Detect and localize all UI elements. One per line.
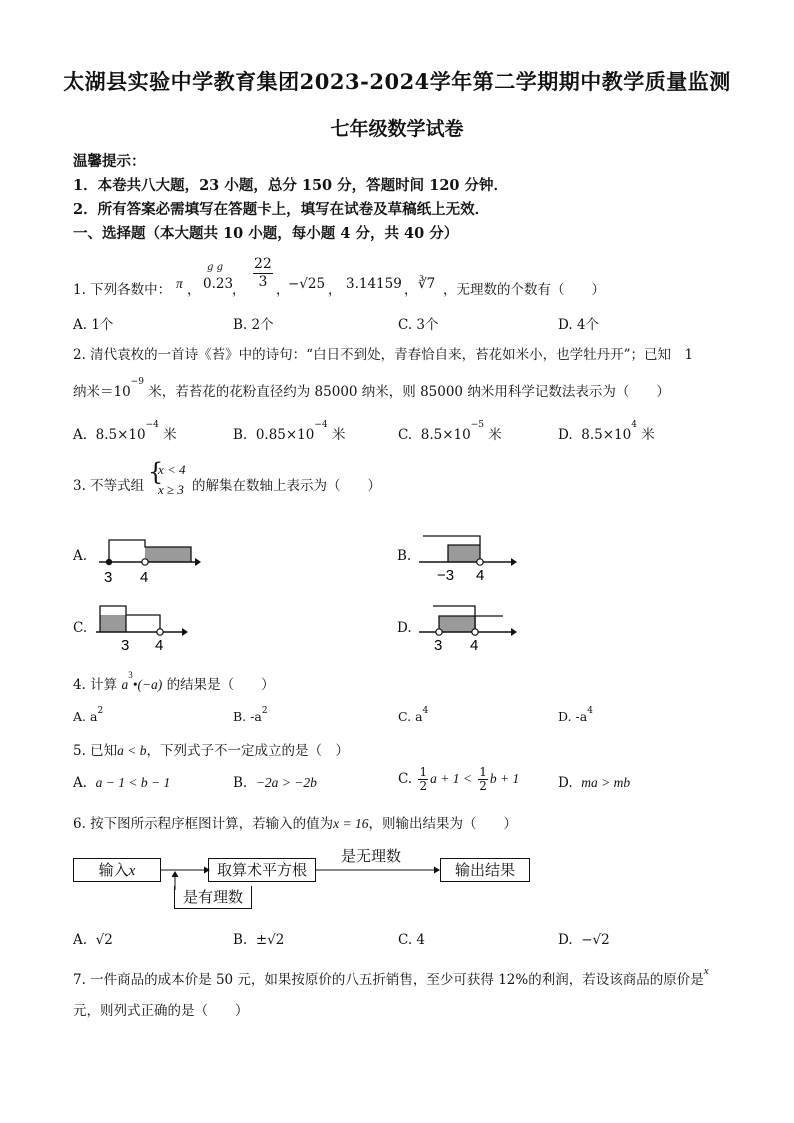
flow-irrational-label: 是无理数 [341,847,402,865]
q6-cond: x = 16 [333,816,369,831]
q2-option-b: B. $0.85\times 10^{-4}$ 米 [233,420,346,443]
q5c-frac-1: $\frac{1}{2}$ [419,765,428,793]
q3-option-c-label: C. [73,620,88,636]
q1-num-repeating: 0.23 [203,276,234,292]
flow-output-box: 输出结果 [440,858,530,882]
q1-num-sqrt25: −√25 [288,276,326,292]
q1-frac-num: 22 [254,256,272,272]
q2-option-d: D. $8.5\times 10^4$ 米 [558,420,655,443]
q1-repeat-dots: g g [207,262,223,273]
q4-option-b: B. $-a^2$ [233,706,268,724]
q3-option-c-numberline [92,600,202,655]
q3d-arrow [511,628,517,636]
q5-cond: a < b [117,743,147,758]
q4-option-a: A. $a^2$ [73,706,104,724]
q1-option-d: D. 4个 [558,317,600,333]
q6-option-d: D. −√2 [558,932,610,948]
notice-item-2: 2．所有答案必需填写在答题卡上，填写在试卷及草稿纸上无效． [73,201,490,218]
q5-option-c: C. $\frac{1}{2}$ a + 1 < $\frac{1}{2}$ b + 1 [398,765,520,793]
q3-option-d-numberline [415,600,525,655]
exam-title: 太湖县实验中学教育集团2023-2024学年第二学期期中教学质量监测 [63,69,731,94]
q6-prefix: 6. 按下图所示程序框图计算，若输入的值为 [73,816,334,832]
q4-prefix: 4. 计算 [73,677,118,693]
q3c-dot-4 [157,629,163,635]
q3c-arrow [182,628,188,636]
q1-num-cuberoot: ∛7 [418,276,436,292]
q3-prefix: 3. 不等式组 [73,478,145,494]
q2-option-a: A. $8.5\times 10^{-4}$ 米 [73,420,177,443]
q3b-tick-4: 4 [476,567,485,584]
q5-option-a: A. a − 1 < b − 1 [73,775,171,791]
q2-option-c: C. $8.5\times 10^{-5}$ 米 [398,420,502,443]
question-5 [73,739,349,759]
q3d-tick-4: 4 [470,637,479,654]
q3a-dot-4 [142,559,148,565]
q1-fraction [253,256,273,291]
exam-subtitle: 七年级数学试卷 [330,118,464,140]
q1-option-a: A. 1个 [73,317,114,333]
q3d-shaded-region [439,616,476,632]
flow-input-box: 输入x [73,858,161,882]
q6-option-c: C. 4 [398,932,426,948]
q6-suffix: ，则输出结果为（ ） [368,816,518,832]
q5-option-b: B. −2a > −2b [233,775,317,791]
q3c-tick-3: 3 [121,637,130,654]
q3-option-a-label: A. [73,548,88,564]
q3-brace: { [148,458,164,486]
q3-option-b-numberline [415,530,525,585]
q1-option-c: C. 3个 [398,317,439,333]
notice-heading: 温馨提示： [73,153,146,170]
q1-prefix: 1. 下列各数中： [73,282,172,298]
q3a-shaded-region [145,547,191,562]
q3b-shaded-region [448,545,480,562]
q4-expr: $a^3•(-a)$ [121,670,163,692]
q2-line2: 纳米$=10^{-9}$ 米，若苔花的花粉直径约为 85000 纳米，则 85000 纳米用科学记数法表示为（ ） [73,377,670,400]
q3b-tick-neg3: −3 [437,567,455,584]
q7-line2: 元，则列式正确的是（ ） [73,1003,249,1019]
q3d-dot-4 [472,629,478,635]
q3-ineq-2: x ≥ 3 [158,482,184,497]
q7-line1: 7. 一件商品的成本价是 50 元，如果按原价的八五折销售，至少可获得 12%的利润，若设该商品的原价是$^x$ [73,965,709,988]
q3-option-b-label: B. [397,548,412,564]
q5-prefix: 5. 已知 [73,743,118,759]
q3c-shaded-region [100,615,126,632]
q3b-arrow [511,558,517,566]
q3-ineq-1: x < 4 [158,462,186,477]
notice-item-1: 1．本卷共八大题，23 小题，总分 150 分，答题时间 120 分钟． [73,177,509,194]
q4-option-d: D. $-a^4$ [558,706,593,724]
q5-option-d: D. ma > mb [558,775,631,791]
q6-option-b: B. ±√2 [233,932,285,948]
q3-option-a-numberline [95,530,205,585]
q1-num-decimal: 3.14159 [346,276,402,292]
q1-frac-den: 3 [258,274,268,290]
q1-option-b: B. 2个 [233,317,274,333]
q3a-tick-4: 4 [140,569,149,585]
q3d-tick-3: 3 [434,637,443,654]
flow-process-box: 取算术平方根 [208,858,316,882]
question-6 [73,812,517,832]
q5-suffix: ，下列式子不一定成立的是（ ） [146,743,350,759]
q3-suffix: 的解集在数轴上表示为（ ） [192,478,381,494]
q6-option-a: A. √2 [73,932,113,948]
q1-num-pi: π [176,276,183,291]
q4-suffix: 的结果是（ ） [166,677,275,693]
q3c-tick-4: 4 [155,637,164,654]
flow-arrows [150,860,450,910]
q3c-bracket-right [126,615,160,632]
q2-line1: 2. 清代袁枚的一首诗《苔》中的诗句：“白日不到处，青春恰自来，苔花如米小，也学牡丹开”；已知 1 [73,347,694,363]
q3-option-d-label: D. [397,620,412,636]
q5c-frac-2: $\frac{1}{2}$ [479,765,487,793]
q3a-arrow [195,558,201,566]
q1-suffix: ，无理数的个数有（ ） [443,282,605,298]
q3d-dot-3 [436,629,442,635]
section-heading: 一、选择题（本大题共 10 小题，每小题 4 分，共 40 分） [73,225,459,242]
question-4 [73,670,275,693]
q3a-dot-3 [106,559,112,565]
flow-rational-box: 是有理数 [174,886,252,909]
q3b-dot-4 [477,559,483,565]
q4-option-c: C. $a^4$ [398,706,429,724]
q3a-tick-3: 3 [104,569,113,585]
